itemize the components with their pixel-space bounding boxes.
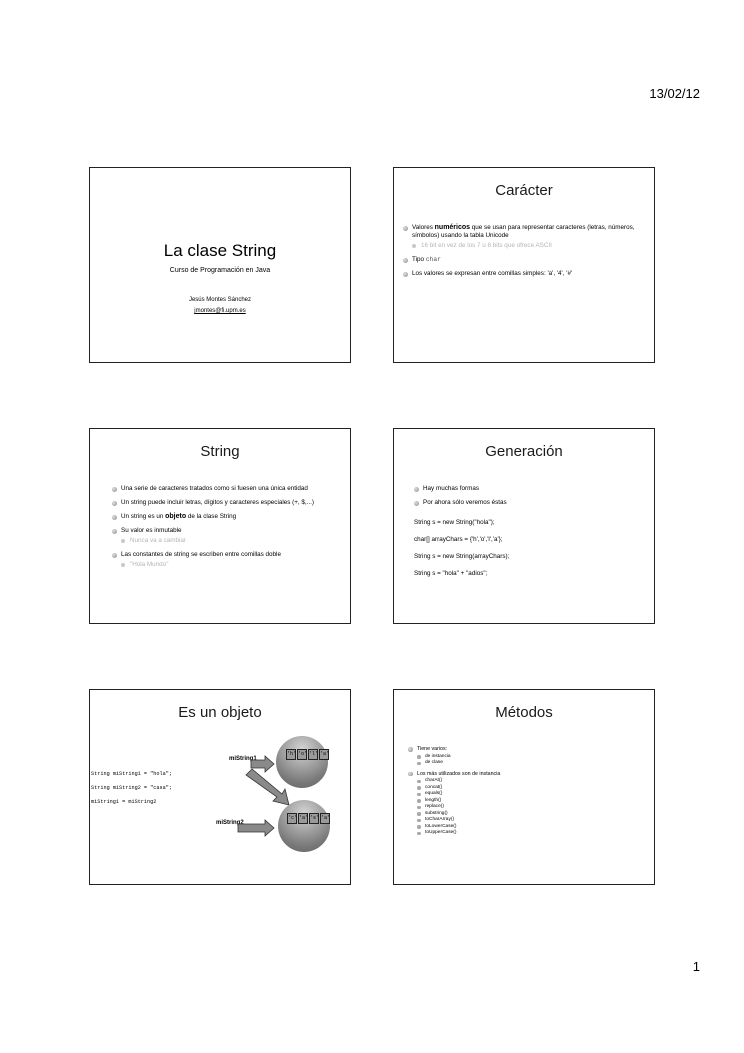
slide-heading: Generación [485,443,563,460]
code-line: String s = new String(arrayChars); [414,553,510,560]
sub-list-item: equals() [417,791,500,798]
sub-list-item: de instancia [417,754,500,761]
sub-list-item: de clase [417,760,500,767]
slide-metodos [393,689,655,885]
sub-list-item: 16 bit en vez de los 7 u 8 bits que ofrece ASCII [412,242,643,250]
list-item: Un string puede incluir letras, dígitos y caracteres especiales (+, $,...) [112,499,337,507]
string-object-sphere [278,800,330,852]
list-item: Valores numéricos que se usan para representar caracteres (letras, números, símbolos) usando la tabla Unicode 16 bit en vez de los 7 u 8 bits que ofrece ASCII [403,224,643,250]
list-item: Por ahora sólo veremos éstas [414,499,639,507]
sub-list-item: toLowerCase() [417,824,500,831]
sub-list-item: charAt() [417,778,500,785]
string-object-sphere [276,736,328,788]
code-line: String miString2 = "casa"; [91,785,172,791]
slide-title [89,167,351,363]
slide-caracter [393,167,655,363]
list-item: Tiene varios: de instancia de clase [408,746,500,767]
sub-list-item: toCharArray() [417,817,500,824]
bullet-list [112,485,337,575]
header-date: 13/02/12 [649,86,700,101]
arrow-icon [238,820,274,836]
page-number: 1 [692,959,700,974]
list-item: Las constantes de string se escriben entre comillas doble "Hola Mundo" [112,551,337,569]
code-line: String s = "hola" + "adios"; [414,570,488,577]
slide-string [89,428,351,624]
variable-label: miString1 [229,756,257,762]
sub-list-item: length() [417,798,500,805]
char-cell: 'a' [320,813,330,824]
char-cell: 'c' [287,813,297,824]
char-array [286,749,330,760]
sub-list-item: replace() [417,804,500,811]
sub-list-item: "Hola Mundo" [121,561,337,569]
slide-heading: Carácter [495,182,553,199]
bullet-list [414,485,639,513]
list-item: Hay muchas formas [414,485,639,493]
list-item: Su valor es inmutable Nunca va a cambiar [112,527,337,545]
char-cell: 'o' [297,749,307,760]
list-item: Los valores se expresan entre comillas simples: 'a', '4', '#' [403,270,643,278]
code-line: String miString1 = "hola"; [91,771,172,777]
slide-heading: String [200,443,240,460]
list-item: Tipo char [403,256,643,264]
bullet-list [403,224,643,284]
slide-generacion [393,428,655,624]
variable-label: miString2 [216,820,244,826]
list-item: Los más utilizados son de instancia charAt() concat() equals() length() replace() substring() toCharArray() toLowerCase() toUpperCase() [408,771,500,837]
author-name: Jesús Montes Sánchez [188,297,252,303]
char-cell: 's' [309,813,319,824]
arrow-icon [251,756,274,772]
slide-main-title: La clase String [163,241,277,260]
list-item: Un string es un objeto de la clase String [112,513,337,521]
sub-list-item: concat() [417,785,500,792]
slide-es-un-objeto [89,689,351,885]
slide-heading: Es un objeto [178,704,262,721]
char-cell: 'a' [319,749,329,760]
char-array [287,813,331,824]
char-cell: 'h' [286,749,296,760]
code-line: String s = new String("hola"); [414,519,495,526]
list-item: Una serie de caracteres tratados como si fuesen una única entidad [112,485,337,493]
slide-subtitle: Curso de Programación en Java [169,267,271,274]
char-cell: 'l' [308,749,318,760]
author-email-link[interactable]: jmontes@fi.upm.es [194,308,246,314]
char-cell: 'a' [298,813,308,824]
code-line: char[] arrayChars = {'h','o','l','a'}; [414,536,503,543]
sub-list-item: substring() [417,811,500,818]
arrows-diagram [90,690,351,885]
slide-heading: Métodos [495,704,553,721]
sub-list-item: Nunca va a cambiar [121,537,337,545]
sub-list-item: toUpperCase() [417,830,500,837]
bullet-list [408,746,500,841]
code-line: miString1 = miString2 [91,799,157,805]
